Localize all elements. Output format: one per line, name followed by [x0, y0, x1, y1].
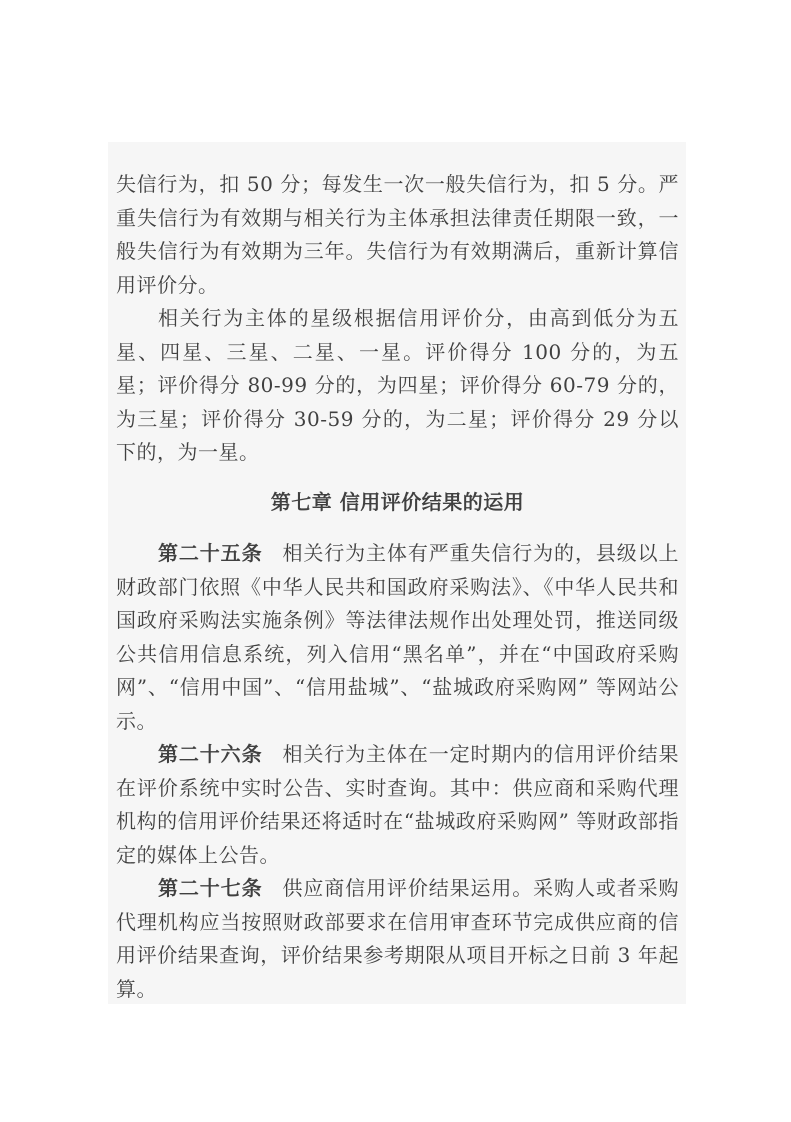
- article-27-text: 供应商信用评价结果运用。采购人或者采购代理机构应当按照财政部要求在信用审查环节完成供应商的信用评价结果查询，评价结果参考期限从项目开标之日前 3 年起算。: [116, 876, 680, 1001]
- article-26-text: 相关行为主体在一定时期内的信用评价结果在评价系统中实时公告、实时查询。其中：供应商和采购代理机构的信用评价结果还将适时在“盐城政府采购网” 等财政部指定的媒体上公告。: [116, 742, 680, 867]
- article-25: [116, 537, 679, 738]
- article-26: [116, 738, 679, 872]
- article-25-label: 第二十五条: [158, 541, 263, 565]
- chapter-title: 第七章 信用评价结果的运用: [270, 489, 525, 514]
- article-27: [116, 872, 679, 1006]
- article-25-text: 相关行为主体有严重失信行为的，县级以上财政部门依照《中华人民共和国政府采购法》、《中华人民共和国政府采购法实施条例》等法律法规作出处理处罚，推送同级公共信用信息系统，列入信用“黑名单”，并在“中国政府采购网”、“信用中国”、“信用盐城”、“盐城政府采购网” 等网站公示。: [116, 541, 680, 733]
- article-26-label: 第二十六条: [158, 742, 263, 766]
- document-content: [116, 168, 679, 1006]
- paragraph-star-rating: 相关行为主体的星级根据信用评价分，由高到低分为五星、四星、三星、二星、一星。评价得分 100 分的，为五星；评价得分 80-99 分的，为四星；评价得分 60-79 分的，为三星；评价得分 30-59 分的，为二星；评价得分 29 分以下的，为一星。: [116, 306, 679, 464]
- paragraph-deduction-rules: 失信行为，扣 50 分；每发生一次一般失信行为，扣 5 分。严重失信行为有效期与相关行为主体承担法律责任期限一致，一般失信行为有效期为三年。失信行为有效期满后，重新计算信用评价分。: [116, 172, 679, 297]
- article-27-label: 第二十七条: [158, 876, 263, 900]
